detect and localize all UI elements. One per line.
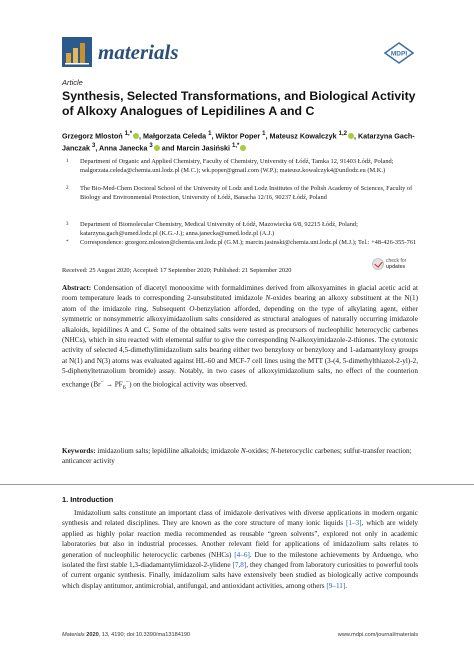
keywords-label: Keywords: bbox=[62, 447, 96, 455]
section-heading: 1. Introduction bbox=[62, 495, 114, 504]
author-affiliation-marker: 3 bbox=[91, 143, 96, 150]
affiliation-number: 2 bbox=[66, 186, 69, 191]
publication-dates: Received: 25 August 2020; Accepted: 17 September 2020; Published: 21 September 2020 bbox=[62, 267, 292, 274]
author-name[interactable]: , Katarzyna Gach-Janczak bbox=[62, 131, 415, 153]
citation-link[interactable]: [4–6] bbox=[234, 550, 250, 559]
author-list bbox=[62, 129, 418, 154]
author-affiliation-marker: 3 bbox=[149, 143, 153, 150]
affiliation-text: Department of Organic and Applied Chemistry, Faculty of Chemistry, University of Łódź, Tamka 12, 91403 Łódź, Poland; malgorzata.celeda@chemia.uni.lodz.pl (M.C.); wk.poper@gmail.com (W.P.); mateusz.kowalczyk4@unilodz.eu (M.K.) bbox=[80, 158, 394, 174]
affiliation-1 bbox=[62, 158, 418, 175]
citation-info: Materials 2020, 13, 4190; doi:10.3390/ma13184190 bbox=[62, 632, 191, 638]
correspondence bbox=[62, 239, 418, 248]
author-name[interactable]: , Anna Janecka bbox=[95, 143, 150, 153]
publisher-name: MDPI bbox=[390, 50, 408, 58]
author-affiliation-marker: 1 bbox=[208, 131, 212, 137]
check-updates-icon bbox=[372, 258, 384, 270]
affiliation-number: 3 bbox=[66, 222, 69, 227]
affiliation-text: The Bio-Med-Chem Doctoral School of the University of Lodz and Lodz Institutes of the Polish Academy of Sciences, Faculty of Biology and Environmental Protection, University of Łódź, Banacha 12/16, 90237 Łódź, Poland bbox=[80, 185, 413, 201]
author-affiliation-marker: 1,* bbox=[232, 143, 240, 150]
journal-header bbox=[62, 36, 414, 72]
article-type: Article bbox=[62, 78, 83, 87]
author-affiliation-marker: 1,* bbox=[124, 131, 133, 137]
journal-url-link[interactable]: www.mdpi.com/journal/materials bbox=[337, 632, 418, 638]
correspondence-marker: * bbox=[66, 240, 69, 245]
check-updates-label: check for updates bbox=[386, 258, 407, 270]
citation-link[interactable]: [9–11] bbox=[326, 581, 346, 590]
author-affiliation-marker: 1 bbox=[262, 131, 266, 137]
keywords: Keywords: imidazolium salts; lepidiline alkaloids; imidazole N-oxides; N-heterocyclic carbenes; sulfur-transfer reaction; anticancer activity bbox=[62, 447, 412, 466]
affiliation-3 bbox=[62, 221, 418, 238]
author-name[interactable]: and Marcin Jasiński bbox=[159, 143, 233, 153]
citation-link[interactable]: [1–3] bbox=[345, 519, 362, 528]
check-for-updates-button[interactable] bbox=[372, 258, 418, 272]
author-name[interactable]: , Wiktor Poper bbox=[211, 131, 263, 141]
mdpi-logo-icon[interactable] bbox=[384, 42, 414, 64]
author-name[interactable]: Grzegorz Mlostoń bbox=[62, 131, 125, 141]
journal-logo-icon bbox=[62, 37, 92, 67]
affiliation-2 bbox=[62, 185, 418, 202]
section-divider bbox=[0, 484, 474, 485]
affiliation-text: Department of Biomolecular Chemistry, Medical University of Łódź, Mazowiecka 6/8, 92215 Łódź, Poland; katarzyna.gach@umed.lodz.pl (K.G.-J.); anna.janecka@umed.lodz.pl (A.J.) bbox=[80, 221, 358, 237]
abstract: Abstract: Condensation of diacetyl monooxime with formaldimines derived from alkoxyamines in glacial acetic acid at room temperature leads to corresponding 2-unsubstituted imidazole N-oxides bearing an alkoxy substituent at the N(1) atom of the imidazole ring. Subsequent O-benzylation afforded, depending on the type of alkylating agent, either symmetric or nonsymmetric alkoxyimidazolium salts considered as structural analogues of naturally occurring imidazole alkaloids, lepidilines A and C. Some of the obtained salts were tested as precursors of nucleophilic heterocyclic carbenes (NHCs), which in situ reacted with elemental sulfur to give the corresponding N-alkoxyimidazole-2-thiones. The cytotoxic activity of selected 4,5-dimethylimidazolium salts bearing either two benzyloxy or benzyloxy and 1-adamantyloxy groups at N(1) and N(3) atoms was evaluated against HL-60 and MCF-7 cell lines using the MTT (3-(4, 5-dimethylthiazol-2-yl)-2, 5-diphenyltetrazolium bromide) assay. Notably, in two cases of alkoxyimidazolium salts, no effect of the counterion exchange $(Br^- \to PF_6^-)$ on the biological activity was observed. bbox=[62, 284, 418, 391]
correspondence-text: Correspondence: grzegorz.mloston@chemia.uni.lodz.pl (G.M.); marcin.jasinski@chemia.uni.lodz.pl (M.J.); Tel.: +48-426-355-761 bbox=[80, 239, 417, 246]
author-name[interactable]: , Małgorzata Celeda bbox=[139, 131, 209, 141]
abstract-label: Abstract: bbox=[62, 284, 92, 292]
orcid-icon[interactable] bbox=[240, 145, 246, 151]
citation-link[interactable]: [7,8] bbox=[232, 561, 247, 570]
article-title: Synthesis, Selected Transformations, and Biological Activity of Alkoxy Analogues of Lepidilines A and C bbox=[62, 89, 416, 118]
affiliation-number: 1 bbox=[66, 159, 69, 164]
journal-name: materials bbox=[98, 40, 179, 64]
author-affiliation-marker: 1,2 bbox=[338, 131, 347, 137]
introduction-paragraph: Imidazolium salts constitute an important class of imidazole derivatives with diverse applications in modern organic synthesis and related disciplines. They are known as the core structure of many ionic liquids [1–3], which are widely applied as highly polar reaction media recommended as reusable “green solvents”, explored not only in academic laboratories but also in industrial processes. Another relevant field for applications of imidazolium salts relates to generation of nucleophilic heterocyclic carbenes (NHCs) [4–6]. Due to the milestone achievements by Arduengo, who isolated the first stable 1,3-diadamantylimidazol-2-ylidene [7,8], they changed from laboratory curiosities to powerful tools of current organic synthesis. Finally, imidazolium salts have extensively been studied as biologically active compounds which display antitumor, antimicrobial, antifungal, and antioxidant activities, among others [9–11]. bbox=[62, 509, 419, 590]
author-name[interactable]: , Mateusz Kowalczyk bbox=[265, 131, 339, 141]
